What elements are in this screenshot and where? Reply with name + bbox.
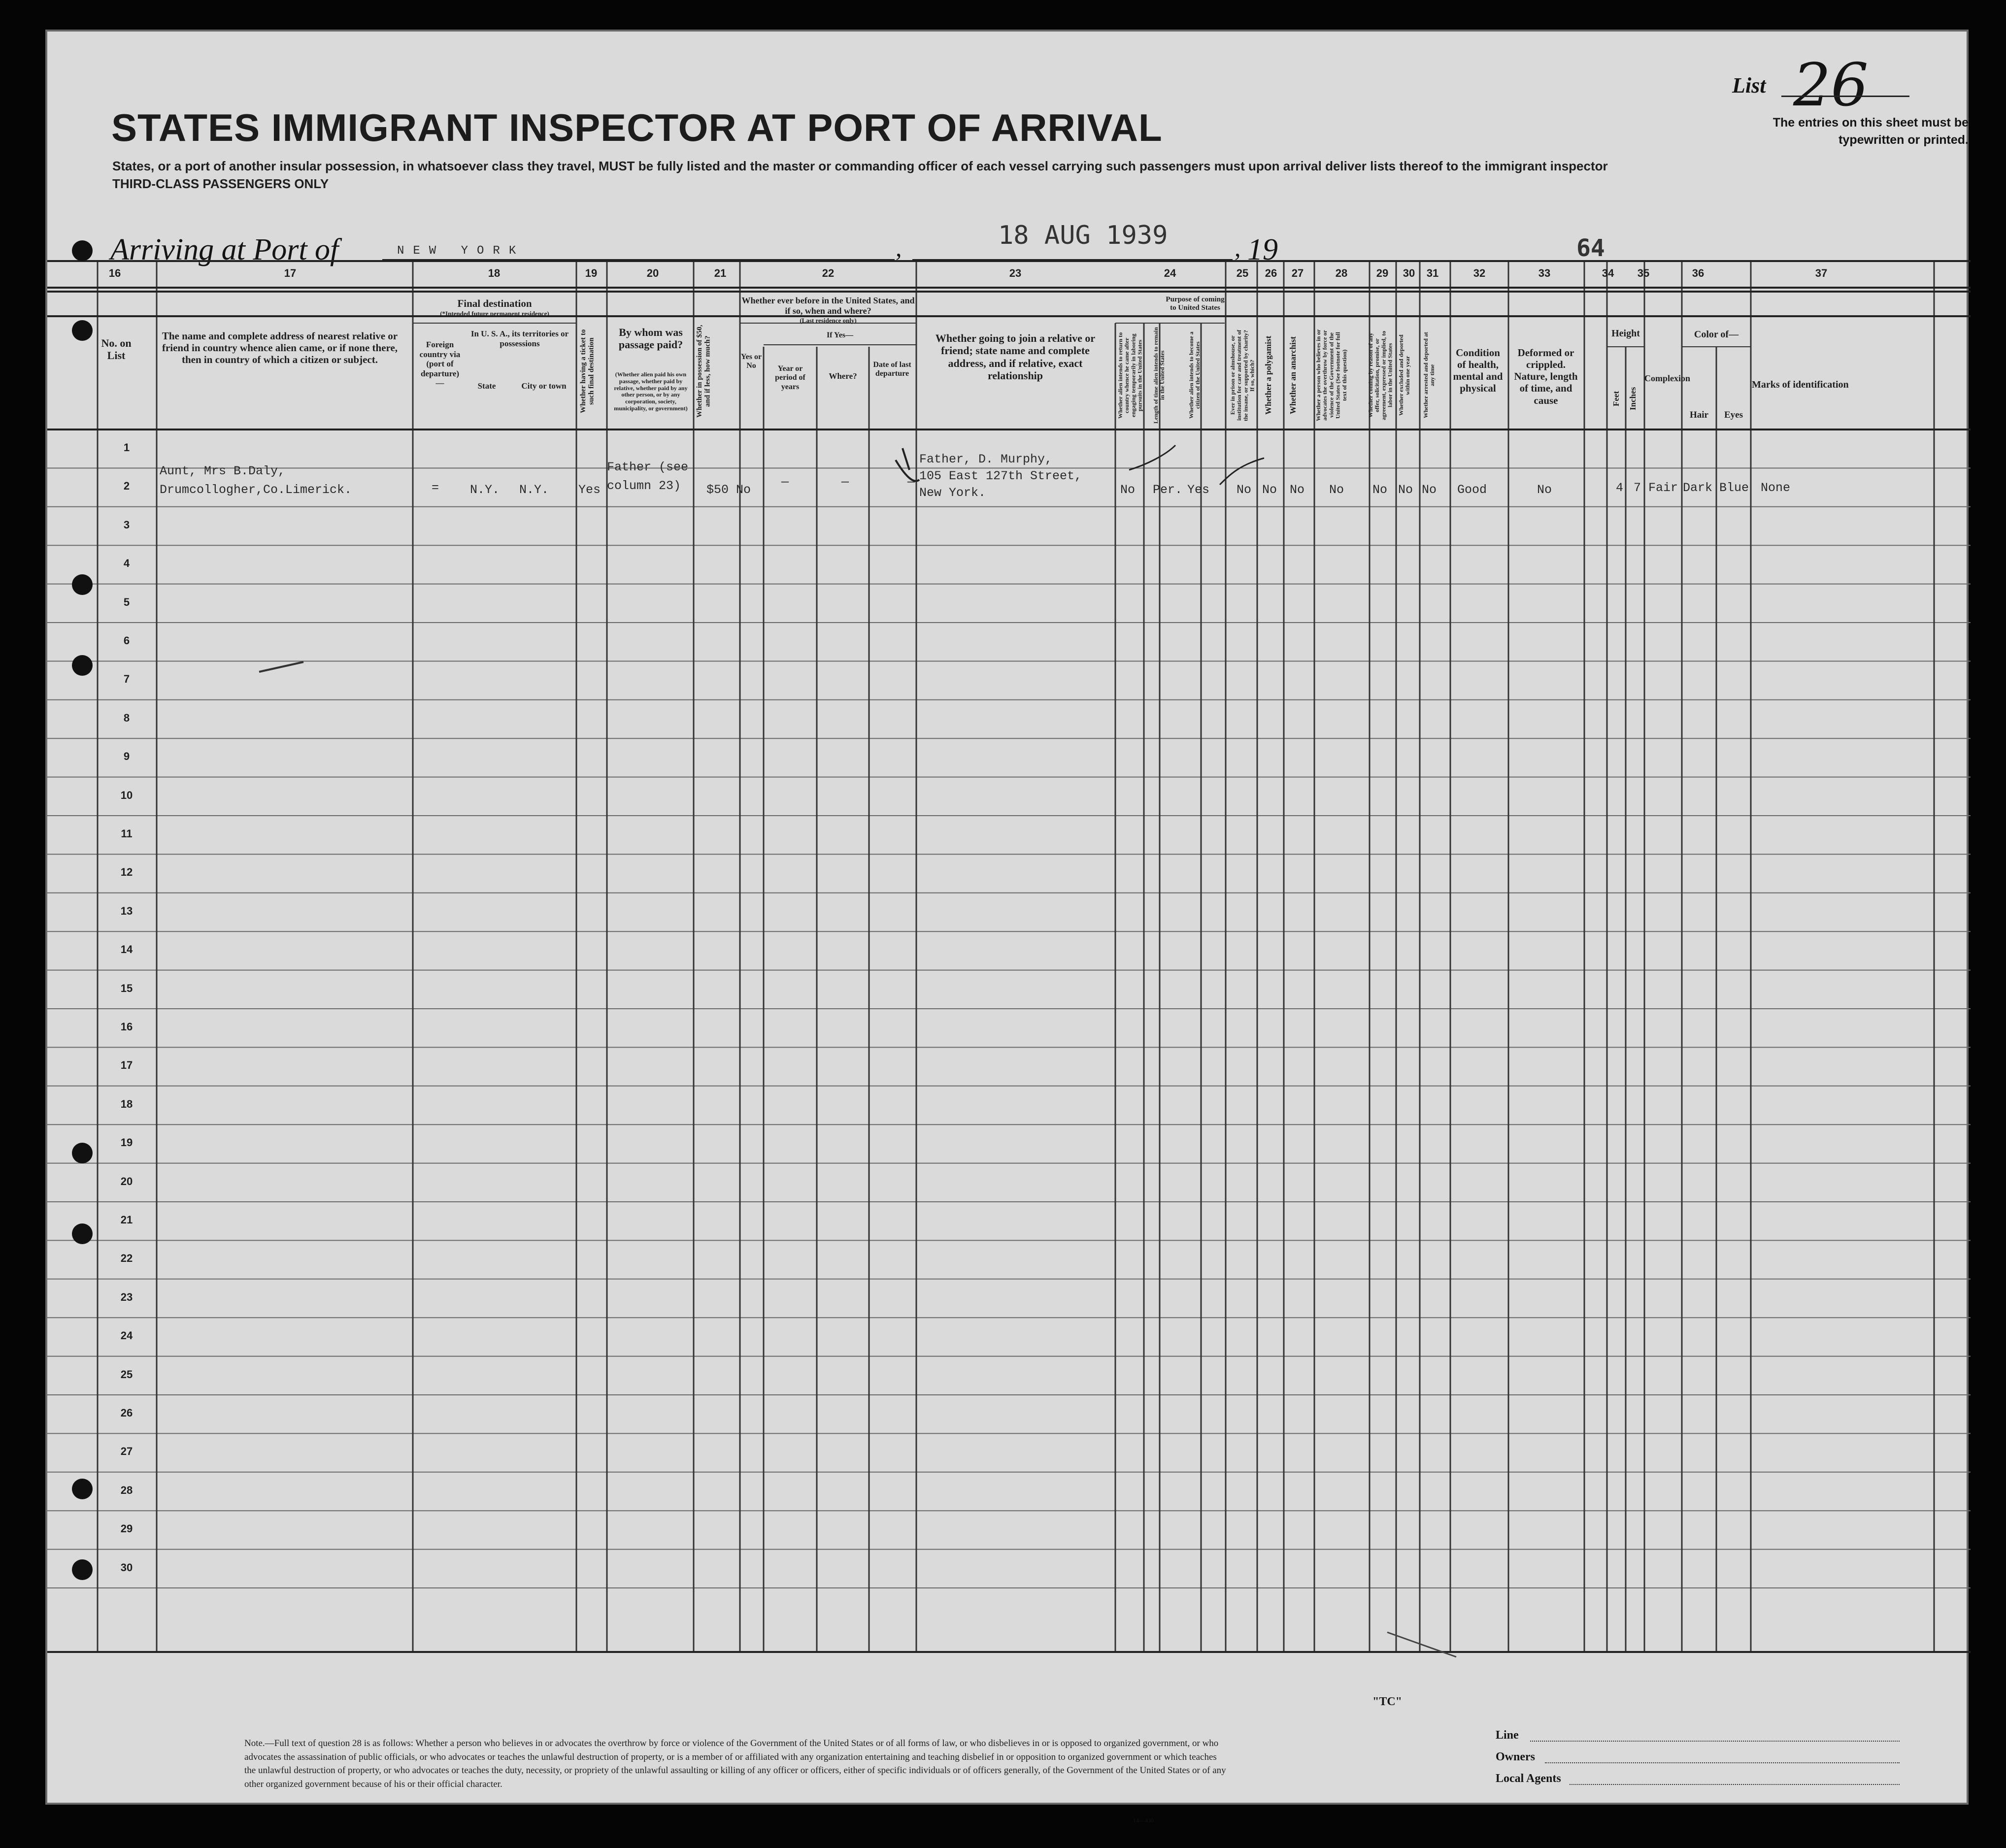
colnum-36: 36: [1692, 267, 1705, 279]
colnum-35: 35: [1637, 267, 1650, 279]
length-stay-value: Per.: [1153, 483, 1183, 497]
health-value: Good: [1457, 483, 1487, 497]
ticket-value: Yes: [578, 483, 601, 497]
header-hair: Hair: [1690, 410, 1708, 420]
paid-line-1: Father (see: [607, 460, 689, 474]
colnum-22: 22: [822, 267, 835, 279]
row-number: 12: [120, 866, 133, 879]
deformed-value: No: [1537, 483, 1552, 497]
colnum-20: 20: [646, 267, 659, 279]
header-inches: Inches: [1628, 387, 1638, 410]
row-number: 15: [120, 982, 133, 994]
line-label: Line: [1496, 1729, 1519, 1742]
colnum-29: 29: [1376, 267, 1389, 279]
header-feet: Feet: [1611, 391, 1621, 406]
page-title: STATES IMMIGRANT INSPECTOR AT PORT OF ARRIVAL: [111, 106, 1163, 149]
header-ever-before: Whether ever before in the United States, and if so, when and where?: [741, 296, 915, 316]
join-line-1: Father, D. Murphy,: [919, 452, 1053, 466]
colnum-18: 18: [488, 267, 501, 279]
row-number: 21: [120, 1214, 133, 1226]
header-health: Condition of health, mental and physical: [1453, 347, 1503, 395]
header-eyes: Eyes: [1724, 410, 1743, 420]
header-length-stay: Length of time alien intends to remain in the United States: [1152, 327, 1166, 424]
colnum-21: 21: [714, 267, 727, 279]
header-nearest-relative: The name and complete address of nearest relative or friend in country whence alien came, or if none there, then in country of which a citizen or subject.: [162, 330, 398, 366]
prison-value: No: [1237, 483, 1252, 497]
colnum-27: 27: [1291, 267, 1304, 279]
header-no-on-list: No. on List: [101, 337, 132, 362]
colnum-30: 30: [1403, 267, 1415, 279]
row-number: 10: [120, 789, 133, 801]
binder-hole: [72, 1143, 93, 1163]
before-date-value: —: [907, 475, 915, 489]
colnum-17: 17: [284, 267, 297, 279]
pencil-marks: [47, 32, 1971, 1807]
binder-hole: [72, 655, 93, 676]
row-number: 7: [123, 673, 130, 686]
row-number: 19: [120, 1136, 133, 1149]
colnum-19: 19: [585, 267, 598, 279]
row-number: 26: [120, 1407, 133, 1419]
header-become-citizen: Whether alien intends to become a citizen of the United States: [1188, 331, 1202, 419]
tc-mark: "TC": [1372, 1695, 1402, 1708]
row-number: 27: [120, 1445, 133, 1458]
local-agents-label: Local Agents: [1496, 1772, 1561, 1785]
row-number: 24: [120, 1329, 133, 1342]
class-label: THIRD-CLASS PASSENGERS ONLY: [112, 176, 329, 191]
header-ever-before-note: (Last residence only): [800, 317, 857, 324]
header-state: State: [477, 381, 496, 391]
row-number: 11: [121, 827, 133, 840]
row-number: 9: [123, 750, 130, 763]
binder-hole: [72, 240, 93, 261]
citizen-value: Yes: [1187, 483, 1210, 497]
money-value: $50: [706, 483, 729, 497]
join-line-3: New York.: [919, 486, 986, 500]
header-color-of: Color of—: [1694, 329, 1739, 340]
header-deformed: Deformed or crippled. Nature, length of time, and cause: [1514, 347, 1578, 406]
subtitle: States, or a port of another insular possession, in whatsoever class they travel, MUST be fully listed and the master or commanding officer of each vessel carrying such passengers must upon arrival deliver lists thereof to the immigrant inspector: [112, 159, 1608, 173]
header-in-usa: In U. S. A., its territories or possessions: [470, 329, 569, 348]
colnum-23: 23: [1009, 267, 1022, 279]
date-stamp: 18 AUG 1939: [998, 221, 1168, 250]
colnum-37: 37: [1815, 267, 1828, 279]
header-going-to-join: Whether going to join a relative or friend; state name and complete address, and if relative, exact relationship: [935, 332, 1096, 382]
header-prison: Ever in prison or almshouse, or institution for care and treatment of the insane, or supported by charity? If so, which?: [1229, 330, 1256, 421]
eyes-value: Blue: [1719, 481, 1749, 495]
header-overthrow: Whether a person who believes in or advocates the overthrow by force or violence of the Government of the United States (See footnote for full text of this question): [1315, 329, 1348, 422]
binder-hole: [72, 1223, 93, 1244]
header-year-period: Year or period of years: [775, 364, 805, 391]
header-where: Where?: [829, 371, 857, 381]
header-fifty-dollars: Whether in possession of $50, and if less, how much?: [696, 325, 712, 418]
binder-hole: [72, 574, 93, 595]
row-number: 6: [123, 634, 130, 647]
row-number: 20: [120, 1175, 133, 1188]
header-intends-return: Whether alien intends to return to country whence he came after engaging temporarily in laboring pursuits in the United States: [1117, 332, 1143, 419]
page-code: 64: [1576, 234, 1605, 262]
header-before-yes-no: Yes or No: [740, 353, 762, 370]
colnum-33: 33: [1538, 267, 1551, 279]
date-comma: ,: [1235, 234, 1241, 262]
header-complexion: Complexion: [1644, 373, 1691, 383]
overthrow-value: No: [1329, 483, 1344, 497]
binder-hole: [72, 320, 93, 341]
row-number: 13: [120, 904, 133, 917]
relative-line-2: Drumcollogher,Co.Limerick.: [160, 483, 352, 497]
header-final-destination-note: (*Intended future permanent residence): [440, 310, 549, 317]
row-number: 8: [123, 711, 130, 724]
join-line-2: 105 East 127th Street,: [919, 469, 1082, 483]
arriving-label: Arriving at Port of: [110, 233, 339, 266]
list-label: List: [1732, 73, 1766, 98]
paid-line-2: column 23): [607, 479, 681, 493]
row-number: 18: [120, 1097, 133, 1110]
row-number: 5: [123, 595, 130, 608]
offer-value: No: [1372, 483, 1388, 497]
header-polygamist: Whether a polygamist: [1264, 335, 1273, 415]
header-final-destination: Final destination: [457, 297, 532, 309]
excluded-value: No: [1398, 483, 1413, 497]
row-number: 29: [120, 1522, 133, 1535]
row-number: 14: [120, 943, 133, 956]
colnum-25: 25: [1236, 267, 1249, 279]
row-number: 28: [120, 1484, 133, 1496]
polygamist-value: No: [1262, 483, 1277, 497]
port-value: NEW YORK: [397, 244, 525, 258]
header-arrested: Whether arrested and deported at any time: [1422, 332, 1436, 419]
line-field: [1530, 1741, 1900, 1742]
header-city: City or town: [521, 381, 567, 391]
local-agents-field: [1570, 1784, 1900, 1785]
header-offer-labor: Whether coming by reason of any offer, solicitation, promise, or agreement, expressed or implied, to labor in the United States: [1367, 330, 1394, 420]
before-years-value: —: [781, 475, 789, 489]
colnum-28: 28: [1335, 267, 1348, 279]
header-anarchist: Whether an anarchist: [1288, 336, 1298, 415]
row-number: 30: [120, 1561, 133, 1574]
city-value: N.Y.: [519, 483, 549, 497]
state-value: N.Y.: [470, 483, 500, 497]
header-foreign-country: Foreign country via (port of departure)—: [419, 340, 461, 388]
colnum-34: 34: [1602, 267, 1614, 279]
header-if-yes: If Yes—: [826, 331, 854, 339]
row-number: 2: [123, 480, 130, 493]
port-comma: ,: [896, 234, 902, 262]
binder-hole: [72, 1559, 93, 1580]
inches-value: 7: [1634, 481, 1641, 495]
colnum-24: 24: [1164, 267, 1176, 279]
before-where-value: —: [841, 475, 849, 489]
manifest-sheet: [45, 30, 1969, 1824]
marks-value: None: [1761, 481, 1791, 495]
binder-hole: [72, 1479, 93, 1499]
relative-line-1: Aunt, Mrs B.Daly,: [160, 464, 286, 478]
typewritten-instruction: The entries on this sheet must be typewritten or printed.: [1772, 116, 1969, 147]
row-number: 25: [120, 1368, 133, 1381]
colnum-16: 16: [108, 267, 121, 279]
feet-value: 4: [1616, 481, 1624, 495]
header-passage-paid-note: (Whether alien paid his own passage, whether paid by relative, whether paid by any other person, or by any corporation, society, municipality, or government): [614, 371, 688, 412]
row-number: 3: [123, 518, 130, 531]
before-value: No: [736, 483, 751, 497]
header-passage-paid: By whom was passage paid?: [618, 326, 683, 351]
complexion-value: Fair: [1648, 481, 1678, 495]
row-number: 1: [123, 441, 130, 454]
colnum-31: 31: [1426, 267, 1439, 279]
arrested-value: No: [1422, 483, 1437, 497]
row-number: 23: [120, 1290, 133, 1303]
list-number: 26: [1793, 51, 1869, 120]
header-ticket: Whether having a ticket to such final destination: [579, 329, 596, 414]
intends-return-value: No: [1120, 483, 1136, 497]
row-number: 16: [120, 1021, 133, 1033]
row-number: 17: [120, 1059, 133, 1072]
owners-field: [1545, 1762, 1900, 1763]
owners-label: Owners: [1496, 1750, 1535, 1763]
colnum-26: 26: [1265, 267, 1277, 279]
header-excluded: Whether excluded and deported within one year: [1398, 334, 1411, 416]
row-number: 4: [123, 557, 130, 570]
header-purpose: Purpose of coming to United States: [1166, 296, 1225, 312]
colnum-32: 32: [1473, 267, 1486, 279]
foreign-country-value: =: [432, 481, 439, 495]
form-code: 14—430: [1133, 1817, 1154, 1824]
year-prefix: 19: [1247, 233, 1278, 266]
footnote: Note.—Full text of question 28 is as follows: Whether a person who believes in or advocates the overthrow by force or violence of the Government of the United States or of all forms of law, or who disbelieves in or is opposed to organized government, or who advocates the assassination of public officials, or who advocates or teaches the unlawful destruction of property, or is a member of or affiliated with any organization entertaining and teaching disbelief in or opposition to organized government or which teaches the unlawful destruction of property, or who advocates or teaches the duty, necessity, or propriety of the unlawful assaulting or killing of any officer or officers, either of specific individuals or of officers generally, of the Government of the United States or of any other organized government because of his or their official character.: [244, 1738, 1226, 1789]
header-height: Height: [1611, 328, 1640, 339]
hair-value: Dark: [1683, 481, 1713, 495]
anarchist-value: No: [1290, 483, 1305, 497]
row-number: 22: [120, 1252, 133, 1265]
header-date-departure: Date of last departure: [873, 361, 911, 378]
header-marks: Marks of identification: [1752, 379, 1849, 390]
